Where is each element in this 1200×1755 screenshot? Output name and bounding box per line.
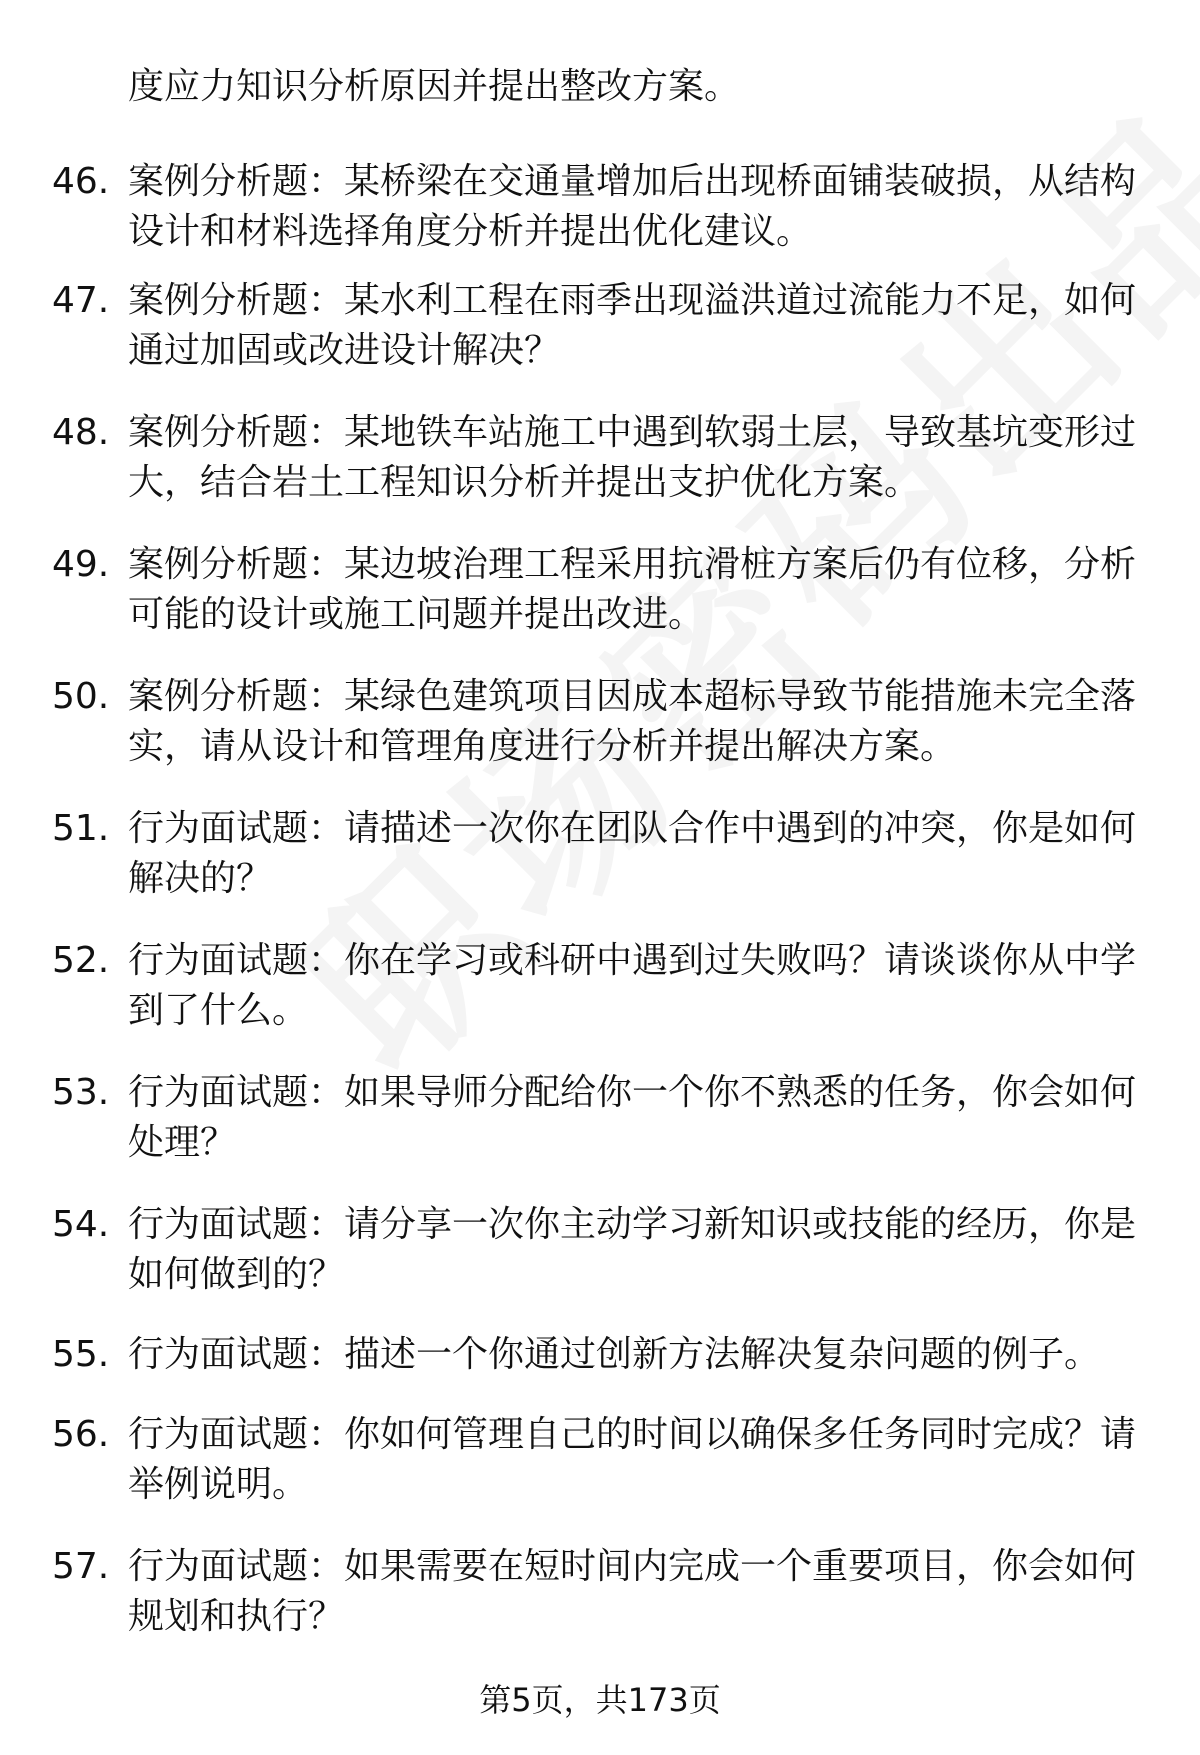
question-line: 案例分析题：某边坡治理工程采用抗滑桩方案后仍有位移，分析 <box>128 544 1137 585</box>
question-text <box>128 408 1138 508</box>
question-line: 行为面试题：你如何管理自己的时间以确保多任务同时完成？请 <box>128 1414 1137 1455</box>
question-line: 行为面试题：你在学习或科研中遇到过失败吗？请谈谈你从中学 <box>128 940 1137 981</box>
question-line: 规划和执行？ <box>128 1596 345 1637</box>
question-line: 行为面试题：如果需要在短时间内完成一个重要项目，你会如何 <box>128 1546 1137 1587</box>
question-number: 51. <box>52 808 110 849</box>
question-line: 行为面试题：描述一个你通过创新方法解决复杂问题的例子。 <box>128 1334 1101 1375</box>
question-line: 案例分析题：某桥梁在交通量增加后出现桥面铺装破损，从结构 <box>128 161 1137 202</box>
question-line: 行为面试题：如果导师分配给你一个你不熟悉的任务，你会如何 <box>128 1072 1137 1113</box>
question-text <box>128 1200 1138 1300</box>
question-line: 实，请从设计和管理角度进行分析并提出解决方案。 <box>128 726 957 767</box>
question-number: 55. <box>52 1334 110 1375</box>
question-line: 案例分析题：某绿色建筑项目因成本超标导致节能措施未完全落 <box>128 676 1137 717</box>
question-line: 处理？ <box>128 1122 237 1163</box>
question-number: 54. <box>52 1204 110 1245</box>
question-line: 通过加固或改进设计解决？ <box>128 330 561 371</box>
question-line: 设计和材料选择角度分析并提出优化建议。 <box>128 211 813 252</box>
question-text <box>128 1410 1138 1510</box>
question-number: 49. <box>52 544 110 585</box>
question-line: 案例分析题：某水利工程在雨季出现溢洪道过流能力不足，如何 <box>128 280 1137 321</box>
question-text <box>128 157 1138 257</box>
continuation-line: 度应力知识分析原因并提出整改方案。 <box>128 66 741 107</box>
question-number: 47. <box>52 280 110 321</box>
question-text <box>128 804 1138 904</box>
question-text <box>128 276 1138 376</box>
question-text <box>128 540 1138 640</box>
question-line: 案例分析题：某地铁车站施工中遇到软弱土层，导致基坑变形过 <box>128 412 1137 453</box>
question-line: 解决的？ <box>128 858 273 899</box>
question-number: 53. <box>52 1072 110 1113</box>
page-footer: 第5页，共173页 <box>479 1681 721 1719</box>
question-text <box>128 936 1138 1036</box>
question-text <box>128 672 1138 772</box>
question-line: 如何做到的？ <box>128 1254 345 1295</box>
question-line: 行为面试题：请分享一次你主动学习新知识或技能的经历，你是 <box>128 1204 1137 1245</box>
question-number: 57. <box>52 1546 110 1587</box>
question-text <box>128 1330 1138 1380</box>
question-number: 50. <box>52 676 110 717</box>
question-line: 到了什么。 <box>128 990 309 1031</box>
question-number: 48. <box>52 412 110 453</box>
question-line: 举例说明。 <box>128 1464 309 1505</box>
question-text <box>128 1542 1138 1642</box>
question-number: 52. <box>52 940 110 981</box>
question-text <box>128 1068 1138 1168</box>
question-number: 46. <box>52 161 110 202</box>
question-line: 可能的设计或施工问题并提出改进。 <box>128 594 705 635</box>
question-line: 大，结合岩土工程知识分析并提出支护优化方案。 <box>128 462 921 503</box>
question-number: 56. <box>52 1414 110 1455</box>
question-line: 行为面试题：请描述一次你在团队合作中遇到的冲突，你是如何 <box>128 808 1137 849</box>
